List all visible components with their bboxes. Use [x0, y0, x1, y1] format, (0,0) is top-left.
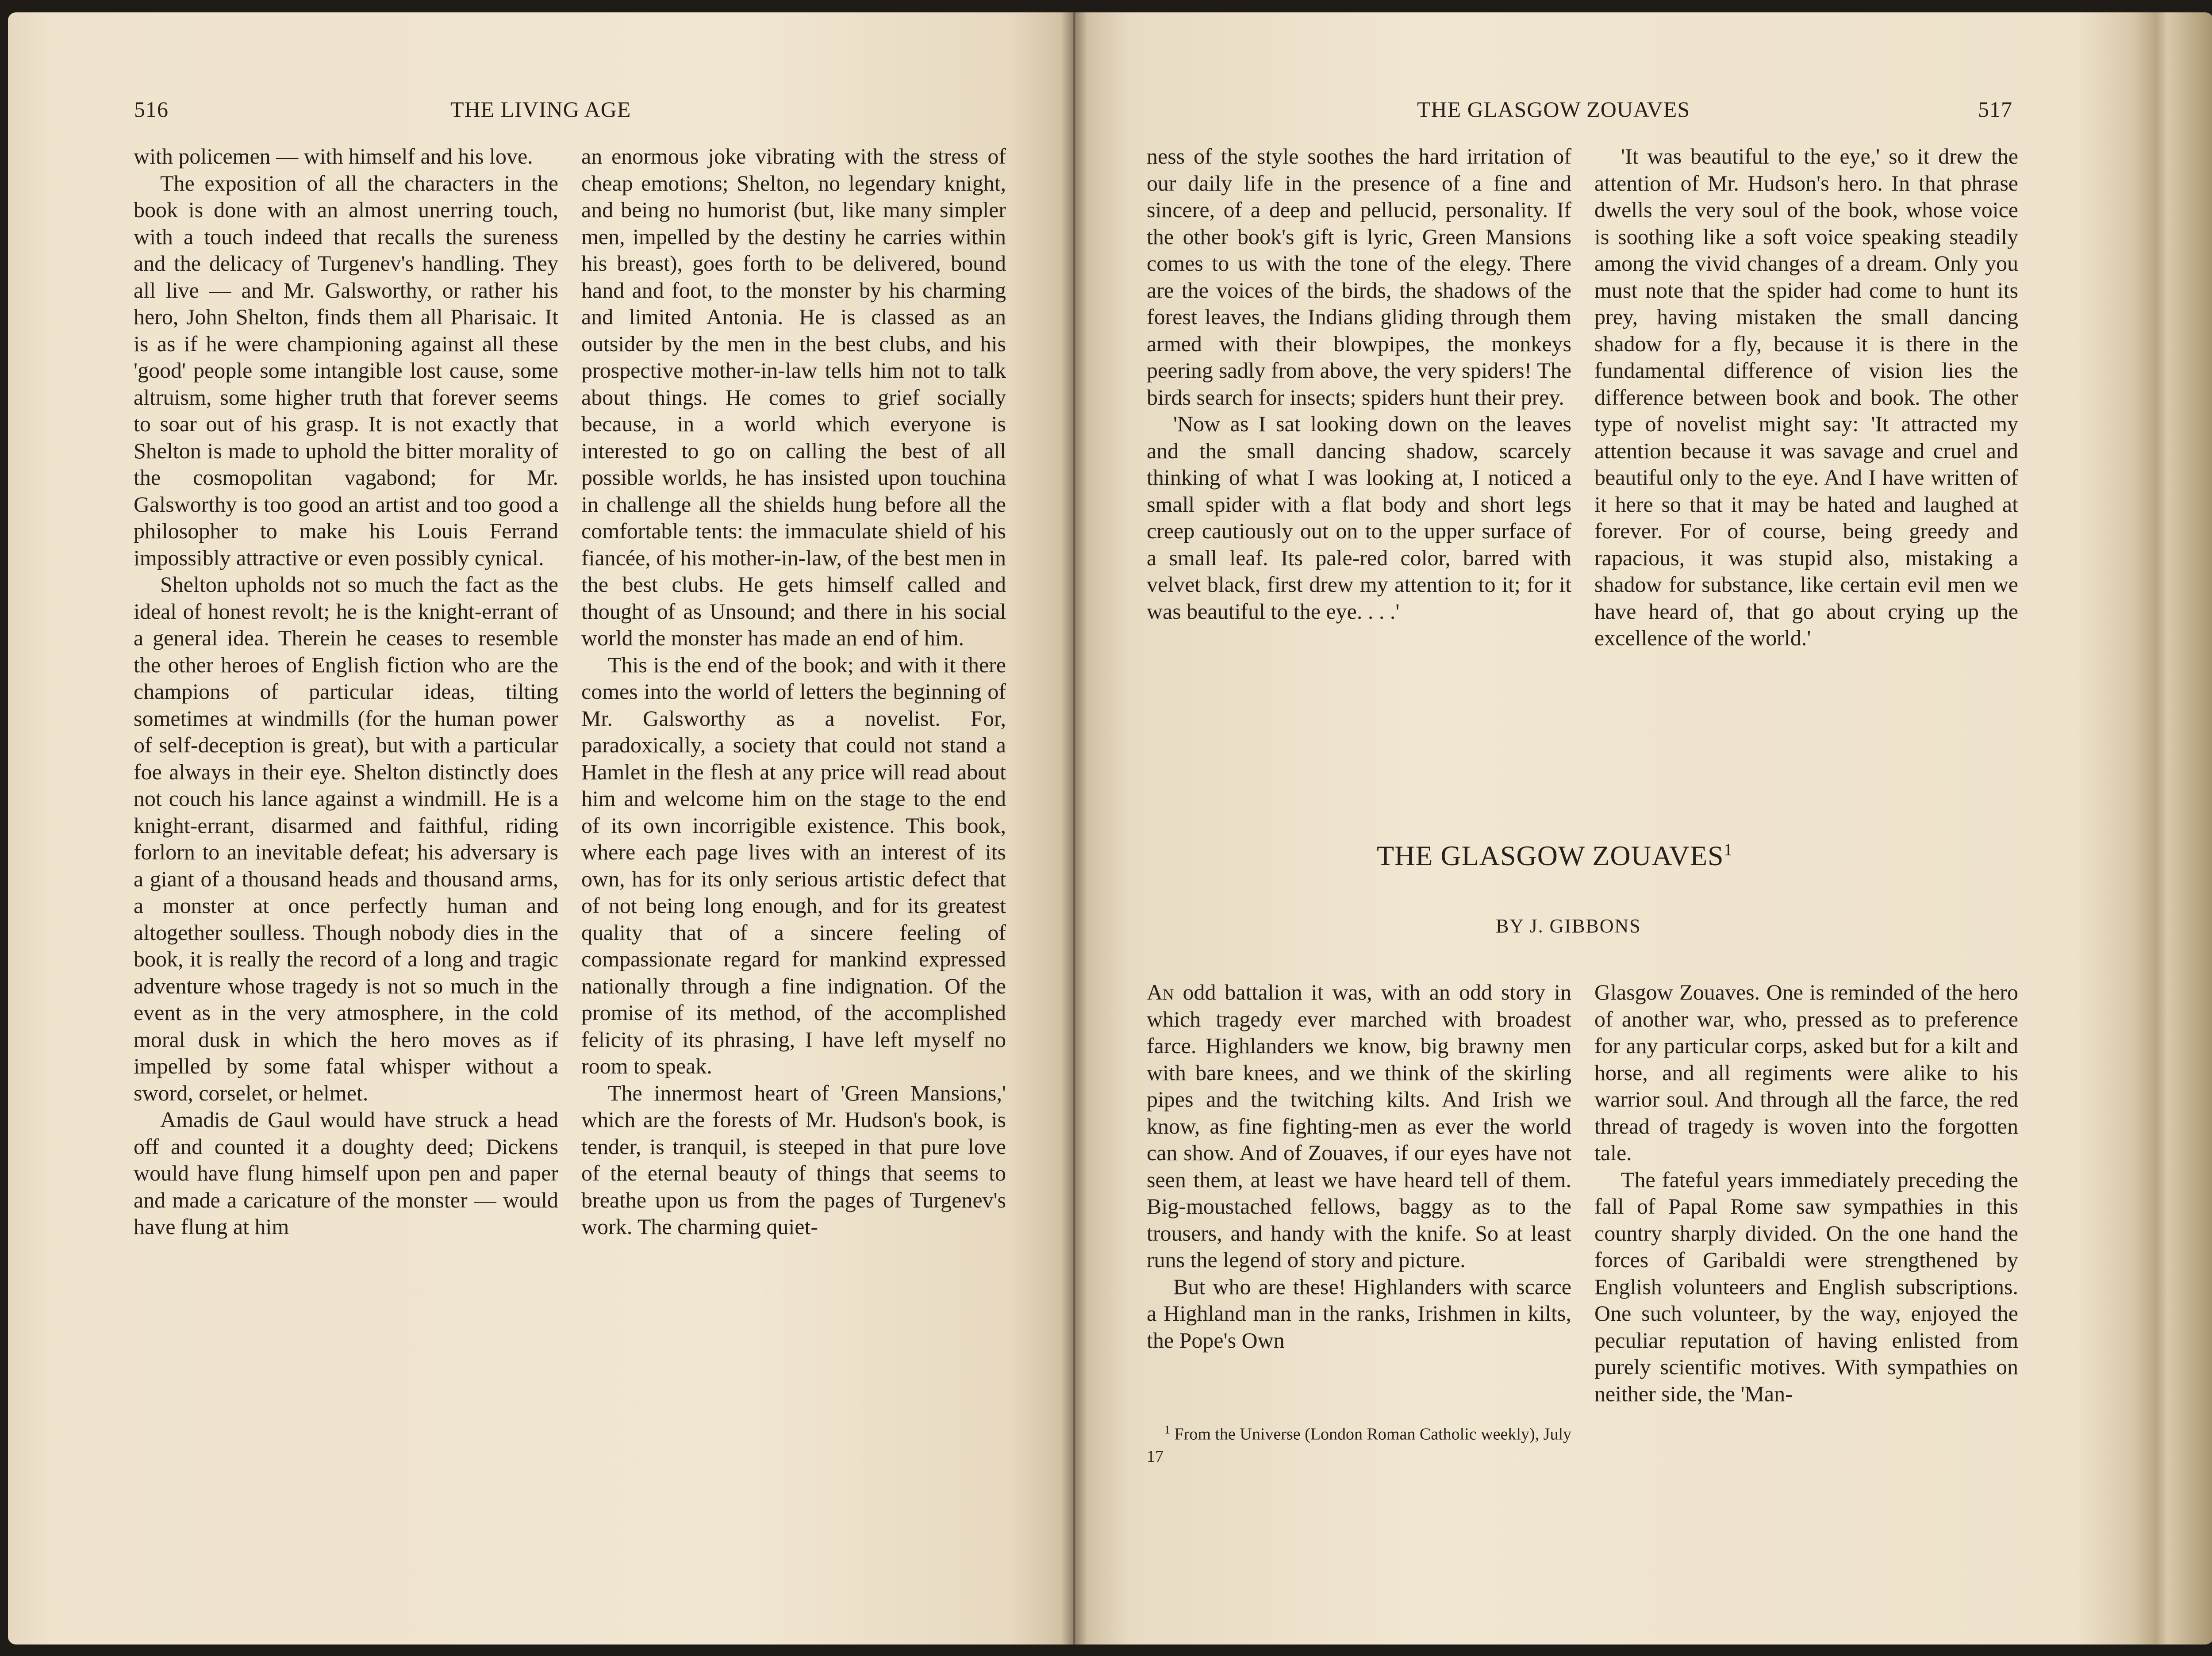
- running-head-right: THE GLASGOW ZOUAVES: [1417, 97, 1690, 122]
- paragraph: The innermost heart of 'Green Mansions,' which are the forests of Mr. Hudson's book, is tender, is tranquil, is steeped in that pure love of the eternal beauty of things that seems to breathe upon us from the pages of Turgenev's work. The charming quiet-: [581, 1080, 1006, 1239]
- article-title: [1073, 840, 2212, 872]
- paragraph: an enormous joke vibrating with the stress of cheap emotions; Shelton, no legendary knight, and being no humorist (but, like many simpler men, impelled by the destiny he carries within his breast), goes forth to be delivered, bound hand and foot, to the monster by his charming and limited Antonia. He is classed as an outsider by the men in the best clubs, and his prospective mother-in-law tells him not to talk about things. He comes to grief socially because, in a world which everyone is interested to go on calling the best of all possible worlds, he has insisted upon touchina in challenge all the shields hung before all the comfortable tents: the immaculate shield of his fiancée, of his mother-in-law, of the best men in the best clubs. He gets himself called and thought of as Unsound; and there in his social world the monster has made an end of him.: [581, 144, 1006, 650]
- paragraph: Shelton upholds not so much the fact as the ideal of honest revolt; he is the knight-errant of a general idea. Therein he ceases to resemble the other heroes of English fiction who are the champions of particular ideas, tilting sometimes at windmills (for the human power of self-deception is great), but with a particular foe always in their eye. Shelton distinctly does not couch his lance against a windmill. He is a knight-errant, disarmed and faithful, riding forlorn to an inevitable defeat; his adversary is a giant of a thousand heads and thousand arms, a monster at once perfectly human and altogether soulless. Though nobody dies in the book, it is really the record of a long and tragic adventure whose tragedy is not so much in the event as in the very atmosphere, in the cold moral dusk in which the hero moves as if impelled by some fatal whisper without a sword, corselet, or helmet.: [134, 572, 558, 1105]
- page-number-left: 516: [134, 97, 169, 122]
- right-column-2-article: [1594, 979, 2018, 1407]
- paragraph: The fateful years immediately preceding the fall of Papal Rome saw sympathies in this country sharply divided. On the one hand the forces of Garibaldi were strengthened by English volunteers and English subscriptions. One such volunteer, by the way, enjoyed the peculiar reputation of having enlisted from purely scientific motives. With sympathies on neither side, the 'Man-: [1594, 1167, 2018, 1406]
- paragraph: 'It was beautiful to the eye,' so it drew the attention of Mr. Hudson's hero. In that phrase dwells the very soul of the book, whose voice is soothing like a soft voice speaking steadily among the vivid changes of a dream. Only you must note that the spider had come to hunt its prey, having mistaken the small dancing shadow for a fly, because it is there in the fundamental difference of vision lies the difference between book and book. The other type of novelist might say: 'It attracted my attention because it was savage and cruel and beautiful only to the eye. And I have written of it here so that it may be hated and laughed at forever. For of course, being greedy and rapacious, it was stupid also, mistaking a shadow for substance, like certain evil men we have heard of, that go about crying up the excellence of the world.': [1594, 144, 2018, 650]
- title-footnote-mark: 1: [1724, 840, 1733, 859]
- left-column-2: [581, 143, 1006, 1240]
- paragraph: This is the end of the book; and with it there comes into the world of letters the beginning of Mr. Galsworthy as a novelist. For, paradoxically, a society that could not stand a Hamlet in the flesh at any price will read about him and welcome him on the stage to the end of its own incorrigible existence. This book, where each page lives with an interest of its own, has for its only serious artistic defect that of not being long enough, and for its greatest quality that of a sincere feeling of compassionate regard for mankind expressed nationally through a fine indignation. Of the promise of its method, of the accomplished felicity of its phrasing, I have left myself no room to speak.: [581, 652, 1006, 1078]
- page-number-right: 517: [1978, 97, 2012, 122]
- article-byline: BY J. GIBBONS: [1496, 915, 1641, 937]
- paragraph: ness of the style soothes the hard irritation of our daily life in the presence of a fine and sincere, of a deep and pellucid, personality. If the other book's gift is lyric, Green Mansions comes to us with the tone of the elegy. There are the voices of the birds, the shadows of the forest leaves, the Indians gliding through them armed with their blowpipes, the monkeys peering sadly from above, the very spiders! The birds search for insects; spiders hunt their prey.: [1147, 144, 1571, 410]
- right-column-1-article: [1147, 979, 1571, 1353]
- left-page: [8, 12, 1073, 1644]
- right-page: [1073, 12, 2212, 1644]
- paragraph: Glasgow Zouaves. One is reminded of the hero of another war, who, pressed as to preference for any particular corps, asked but for a kilt and horse, and all regiments were alike to his warrior soul. And through all the farce, the red thread of tragedy is woven into the forgotten tale.: [1594, 980, 2018, 1165]
- paragraph: Amadis de Gaul would have struck a head off and counted it a doughty deed; Dickens would have flung himself upon pen and paper and made a caricature of the monster — would have flung at him: [134, 1107, 558, 1239]
- paragraph: with policemen — with himself and his love.: [134, 144, 533, 169]
- footnote: [1147, 1419, 1571, 1468]
- initial-word: An: [1147, 980, 1174, 1004]
- book-gutter: [1061, 12, 1087, 1644]
- footnote-mark: 1: [1164, 1423, 1170, 1436]
- paragraph-text: odd battalion it was, with an odd story in which tragedy ever marched with broadest farce. Highlanders we know, big brawny men with bare knees, and we think of the skirling pipes and the twitching kilts. And Irish we know, as fine fighting-men as ever the world can show. And of Zouaves, if our eyes have not seen them, at least we have heard tell of them. Big-moustached fellows, baggy as to the trousers, and handy with the knife. So at least runs the legend of story and picture.: [1147, 980, 1571, 1272]
- paragraph: The exposition of all the characters in the book is done with an almost unerring touch, with a touch indeed that recalls the sureness and the delicacy of Turgenev's handling. They all live — and Mr. Galsworthy, or rather his hero, John Shelton, finds them all Pharisaic. It is as if he were championing against all these 'good' people some intangible lost cause, some altruism, some higher truth that forever seems to soar out of his grasp. It is not exactly that Shelton is made to uphold the bitter morality of the cosmopolitan vagabond; for Mr. Galsworthy is too good an artist and too good a philosopher to make his Louis Ferrand impossibly attractive or even possibly cynical.: [134, 170, 558, 570]
- right-column-2-top: [1594, 143, 2018, 652]
- left-column-1: [134, 143, 558, 1240]
- right-column-1-top: [1147, 143, 1571, 625]
- paragraph: 'Now as I sat looking down on the leaves and the small dancing shadow, scarcely thinking of what I was looking at, I noticed a small spider with a flat body and short legs creep cautiously out on to the upper surface of a small leaf. Its pale-red color, barred with velvet black, first drew my attention to it; for it was beautiful to the eye. . . .': [1147, 411, 1571, 624]
- paragraph: But who are these! Highlanders with scarce a Highland man in the ranks, Irishmen in kilts, the Pope's Own: [1147, 1274, 1571, 1353]
- footnote-body: From the Universe (London Roman Catholic weekly), July 17: [1147, 1425, 1571, 1466]
- article-title-text: THE GLASGOW ZOUAVES: [1377, 840, 1724, 871]
- running-head-left: THE LIVING AGE: [450, 97, 631, 122]
- paragraph: [1147, 979, 1571, 1273]
- footnote-text: [1147, 1419, 1571, 1468]
